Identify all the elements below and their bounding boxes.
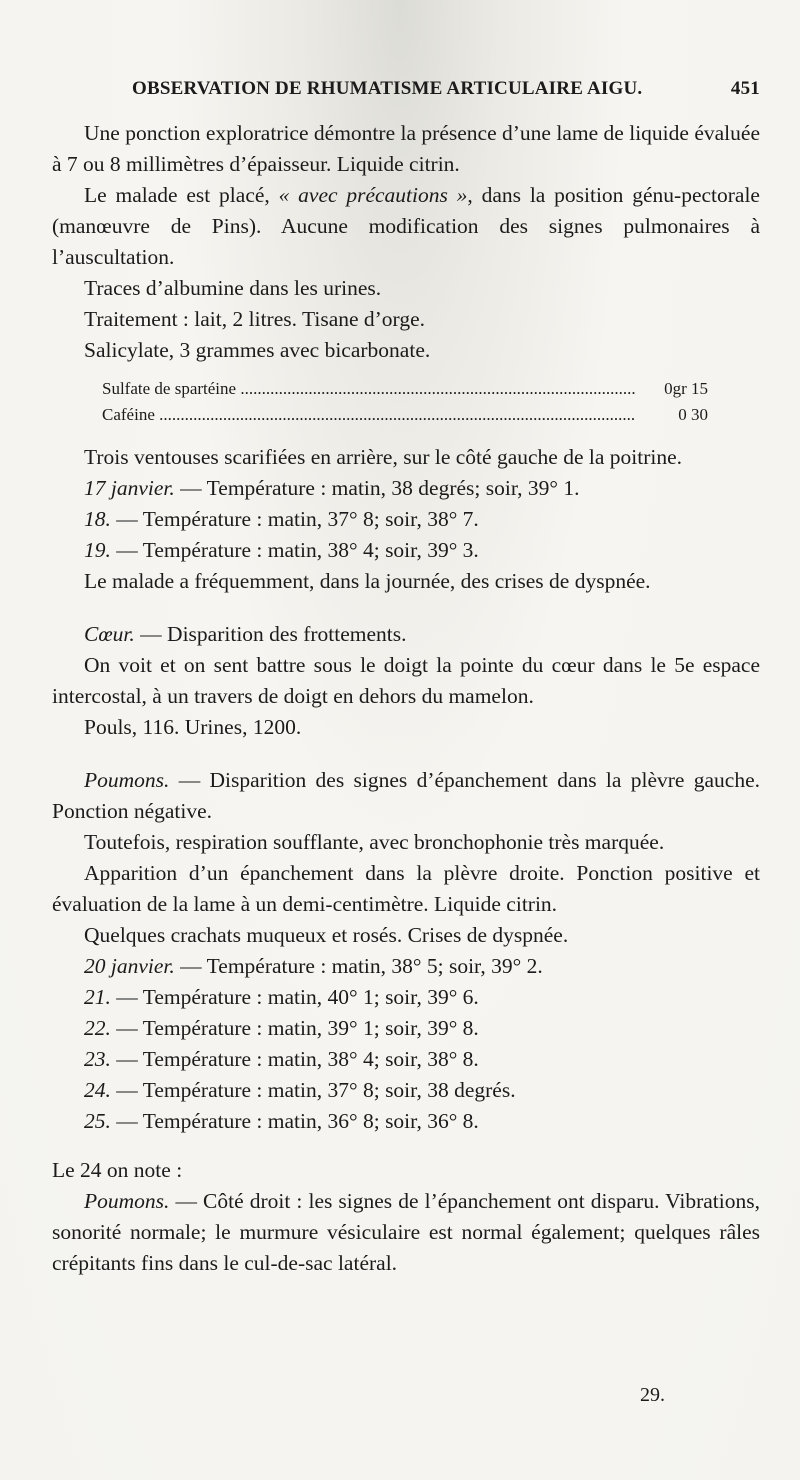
entry-text: — Disparition des frottements. [134,622,407,646]
entry-text: — Température : matin, 36° 8; soir, 36° 8. [110,1109,479,1133]
drug-name: Caféine ..... [102,402,636,428]
paragraph: Quelques crachats muqueux et rosés. Crises de dyspnée. [84,923,569,947]
temperature-entry [52,535,760,566]
drug-dose: 0 30 [678,405,708,424]
date-label: 23. [84,1047,111,1071]
entry-text: — Température : matin, 40° 1; soir, 39° 6. [110,985,479,1009]
temperature-entry [52,1075,760,1106]
temperature-entry [52,1106,760,1137]
temperature-entry [52,1013,760,1044]
spacer [52,1137,760,1155]
section-label: Poumons. [84,768,170,792]
paragraph [52,180,760,273]
drug-name: Sulfate de spartéine ..... [102,376,636,402]
spacer [52,597,760,619]
date-label: 17 janvier. [84,476,175,500]
date-label: 18. [84,507,111,531]
section-lungs [52,765,760,827]
temperature-entry [52,473,760,504]
section-label: Poumons. [84,1189,170,1213]
paragraph: Pouls, 116. Urines, 1200. [84,715,302,739]
temperature-entry [52,951,760,982]
entry-text: — Côté droit : les signes de l’épanchement ont disparu. Vibrations, sonorité normale; le murmure vésiculaire est normal également; quelques râles crépitants fins dans le cul-de-sac latéral. [52,1189,760,1275]
entry-text: — Température : matin, 38 degrés; soir, 39° 1. [174,476,580,500]
date-label: 22. [84,1016,111,1040]
date-label: 20 janvier. [84,954,175,978]
prescription-row [102,402,708,428]
paragraph: On voit et on sent battre sous le doigt la pointe du cœur dans le 5e espace intercostal, à un travers de doigt en dehors du mamelon. [52,653,760,708]
section-label: Cœur. [84,622,135,646]
entry-text: — Disparition des signes d’épanchement dans la plèvre gauche. Ponction négative. [52,768,760,823]
page-body [52,118,760,1279]
paragraph: Salicylate, 3 grammes avec bicarbonate. [84,338,431,362]
entry-text: — Température : matin, 39° 1; soir, 39° 8. [110,1016,479,1040]
entry-text: — Température : matin, 38° 4; soir, 39° 3. [110,538,479,562]
page-number: 451 [730,78,760,99]
text-run: Le malade est placé, [84,183,279,207]
entry-text: — Température : matin, 38° 5; soir, 39° 2. [174,954,543,978]
italic-quote: « avec précautions » [278,183,468,207]
date-label: 25. [84,1109,111,1133]
date-label: 21. [84,985,111,1009]
header-title: OBSERVATION DE RHUMATISME ARTICULAIRE AIGU. [132,78,643,99]
paragraph: Traitement : lait, 2 litres. Tisane d’orge. [84,307,425,331]
temperature-entry [52,504,760,535]
prescription-row [102,376,708,402]
text-run: , dans la position génu-pectorale (manœuvre de Pins). Aucune modification des signes pulmonaires à l’auscultation. [52,183,760,269]
temperature-entry [52,982,760,1013]
entry-text: — Température : matin, 37° 8; soir, 38° 7. [110,507,479,531]
date-label: 24. [84,1078,111,1102]
running-header [132,78,760,100]
signature-mark: 29. [640,1384,665,1406]
section-lungs-right [52,1186,760,1279]
prescription-table [102,376,708,428]
paragraph: Le 24 on note : [52,1158,183,1182]
temperature-entry [52,1044,760,1075]
paragraph: Le malade a fréquemment, dans la journée, des crises de dyspnée. [84,569,651,593]
paragraph: Toutefois, respiration soufflante, avec bronchophonie très marquée. [84,830,665,854]
entry-text: — Température : matin, 38° 4; soir, 38° 8. [110,1047,479,1071]
paragraph: Apparition d’un épanchement dans la plèvre droite. Ponction positive et évaluation de la lame à un demi-centimètre. Liquide citrin. [52,861,760,916]
paragraph: Traces d’albumine dans les urines. [84,276,382,300]
entry-text: — Température : matin, 37° 8; soir, 38 degrés. [110,1078,516,1102]
date-label: 19. [84,538,111,562]
paragraph: Une ponction exploratrice démontre la présence d’une lame de liquide évaluée à 7 ou 8 millimètres d’épaisseur. Liquide citrin. [52,121,760,176]
spacer [52,743,760,765]
paragraph: Trois ventouses scarifiées en arrière, sur le côté gauche de la poitrine. [84,445,683,469]
drug-dose: 0gr 15 [664,379,708,398]
section-heart [52,619,760,650]
